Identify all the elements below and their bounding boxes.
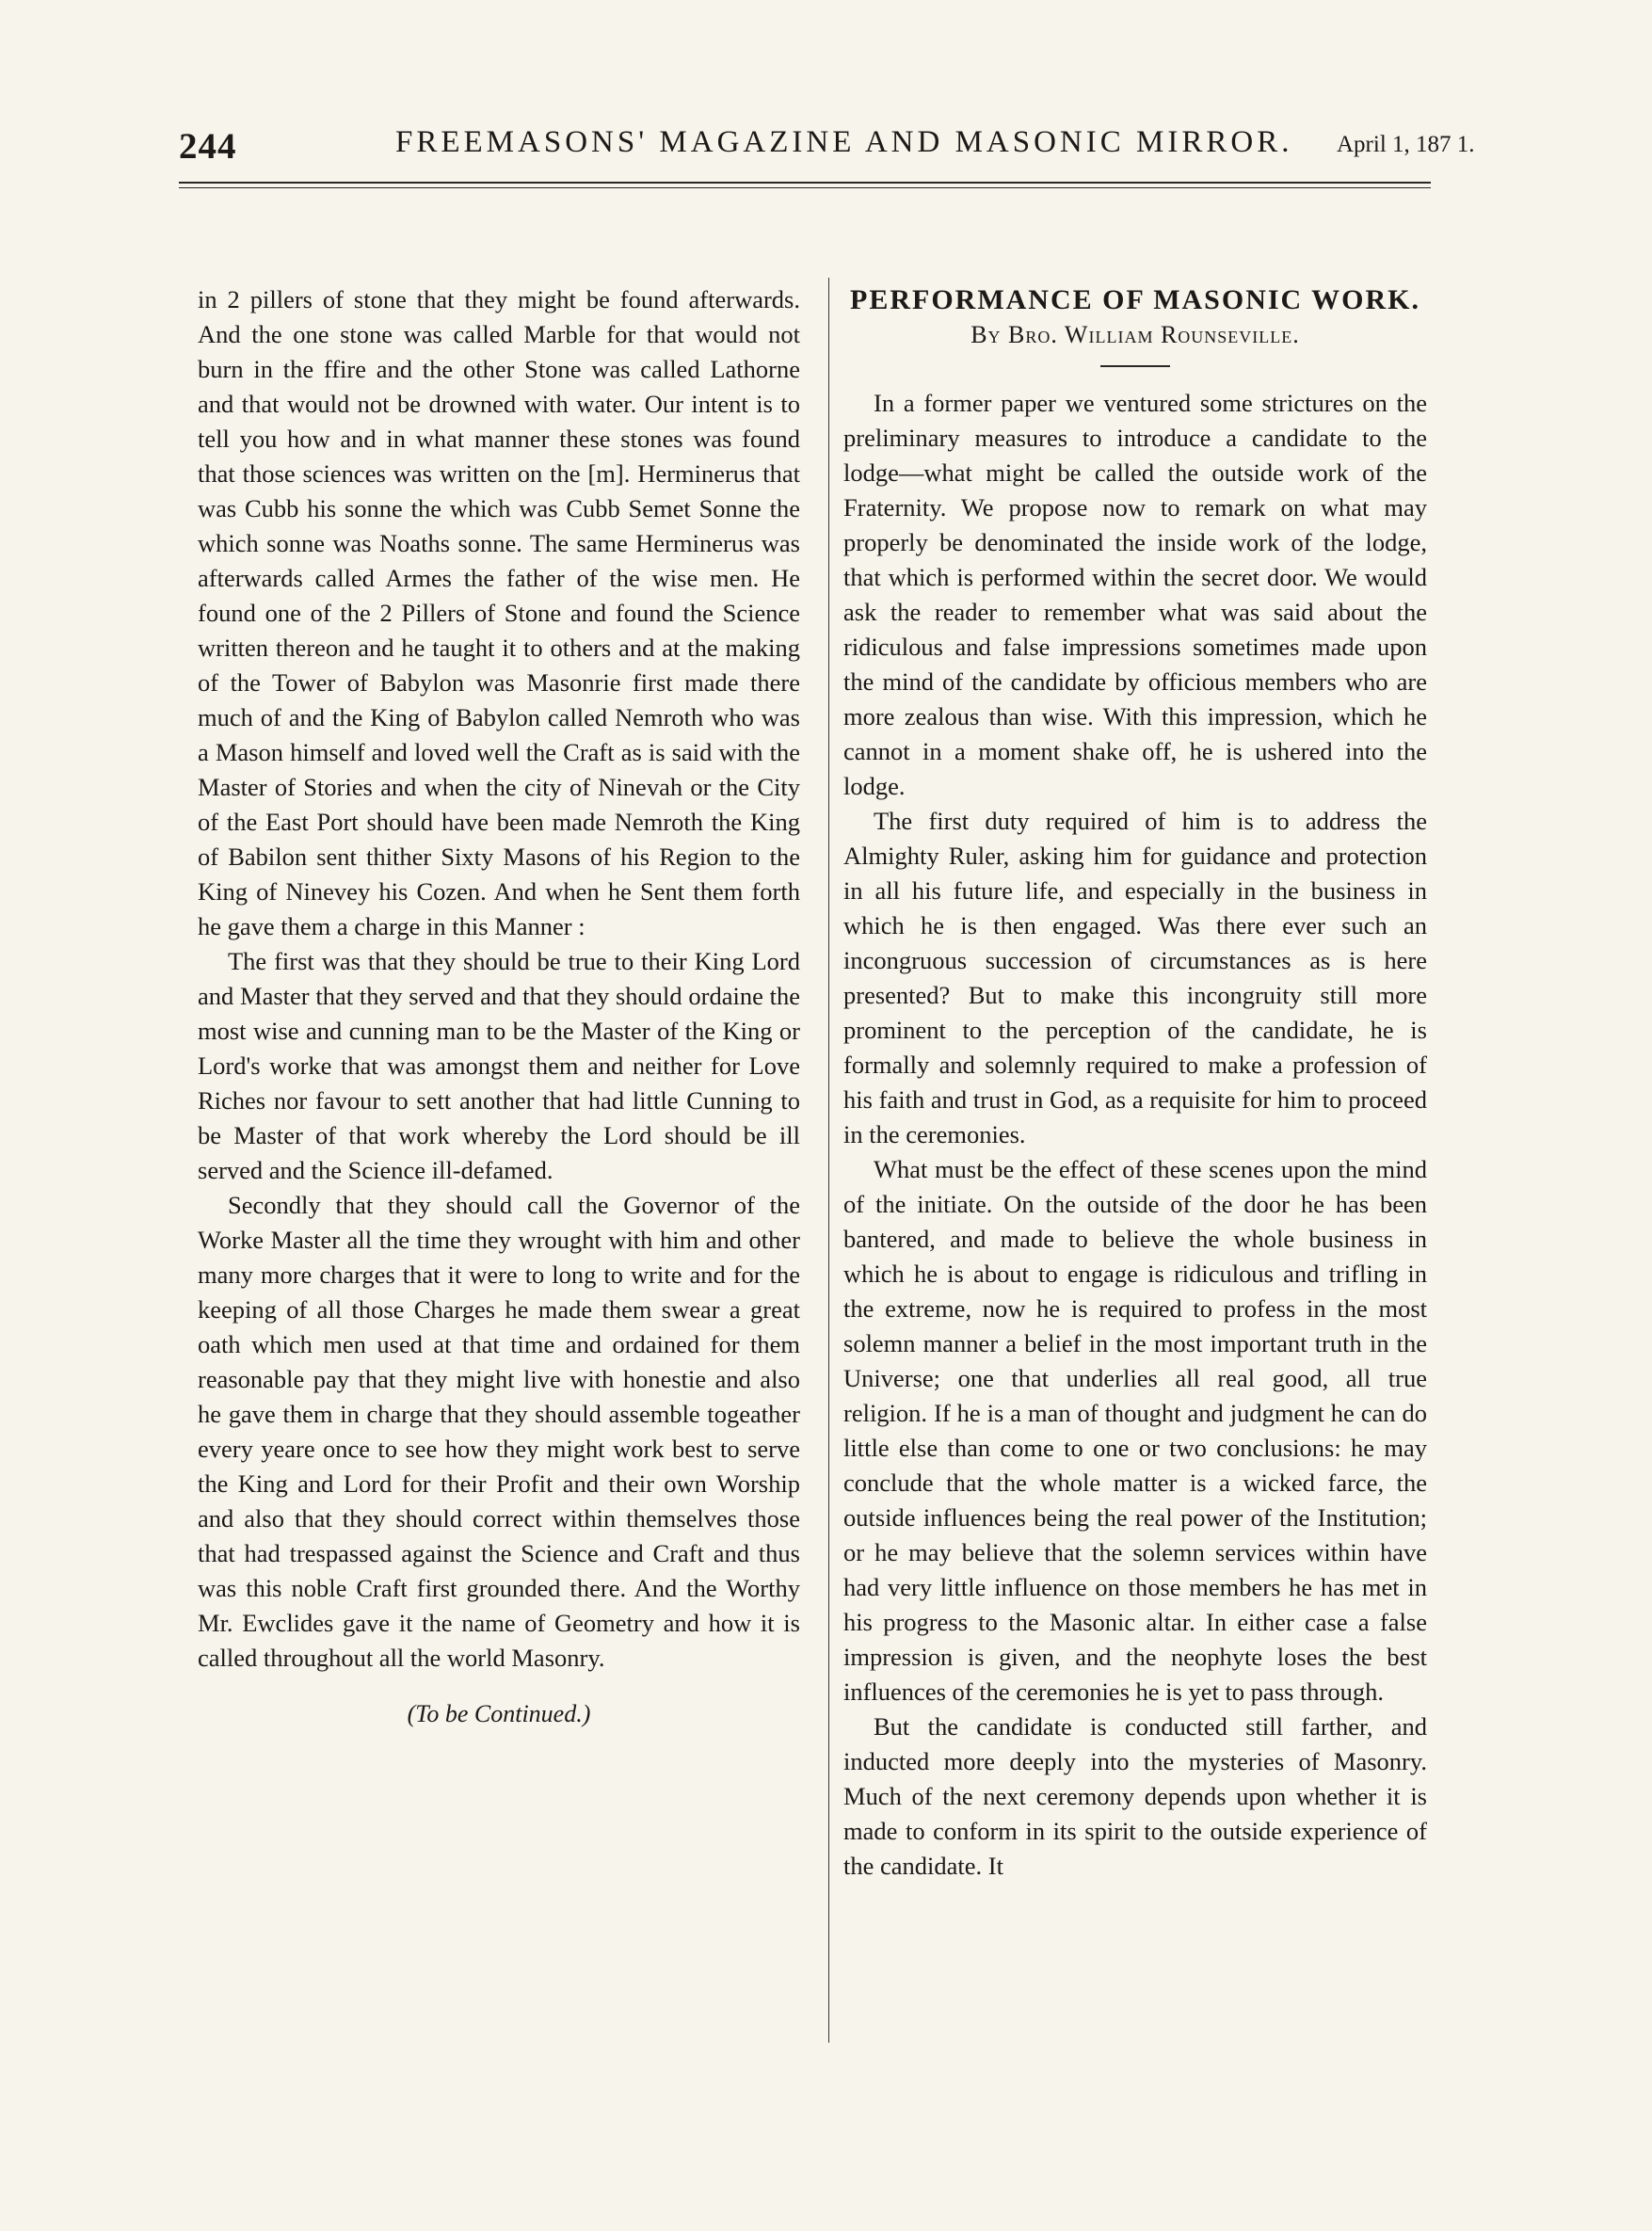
left-paragraph-1: in 2 pillers of stone that they might be found afterwards. And the one stone was called Marble for that would not burn in the ffire and the other Stone was called Lathorne and that would not be drowned with water. Our intent is to tell you how and in what manner these stones was found that those sciences was written on the [m]. Herminerus that was Cubb his sonne the which was Cubb Semet Sonne the which sonne was Noaths sonne. The same Herminerus was afterwards called Armes the father of the wise men. He found one of the 2 Pillers of Stone and found the Science written thereon and he taught it to others and at the making of the Tower of Babylon was Masonrie first made there much of and the King of Babylon called Nemroth who was a Mason himself and loved well the Craft as is said with the Master of Stories and when the city of Ninevah or the City of the East Port should have been made Nemroth the King of Babilon sent thither Sixty Masons of his Region to the King of Ninevey his Cozen. And when he Sent them forth he gave them a charge in this Manner : <box>198 285 800 940</box>
byline-text: By Bro. William Rounseville. <box>970 321 1300 348</box>
issue-date: April 1, 187 1. <box>1337 132 1475 157</box>
left-column <box>198 282 800 1731</box>
left-paragraph-3: Secondly that they should call the Governor of the Worke Master all the time they wrought with him and other many more charges that it were to long to write and for the keeping of all those Charges he made them swear a great oath which men used at that time and ordained for them reasonable pay that they might live with honestie and also he gave them in charge that they should assemble togeather every yeare once to see how they might work best to serve the King and Lord for their Profit and their own Worship and also that they should correct within themselves those that had trespassed against the Science and Craft and thus was this noble Craft first grounded there. And the Worthy Mr. Ewclides gave it the name of Geometry and how it is called throughout all the world Masonry. <box>198 1191 800 1672</box>
article-byline <box>843 318 1427 352</box>
article-title: PERFORMANCE OF MASONIC WORK. <box>850 284 1420 315</box>
header-rule <box>179 182 1431 184</box>
magazine-title: FREEMASONS' MAGAZINE AND MASONIC MIRROR. <box>395 125 1293 159</box>
right-paragraph-4: But the candidate is conducted still farther, and inducted more deeply into the mysteries of Masonry. Much of the next ceremony depends upon whether it is made to conform in its spirit to the outside experience of the candidate. It <box>843 1712 1427 1880</box>
header-rule-thin <box>179 187 1431 188</box>
to-be-continued: (To be Continued.) <box>407 1700 591 1727</box>
right-paragraph-2: The first duty required of him is to address the Almighty Ruler, asking him for guidance and protection in all his future life, and especially in the business in which he is then engaged. Was there ever such an incongruous succession of circumstances as is here presented? But to make this incongruity still more prominent to the perception of the candidate, he is formally and solemnly required to make a profession of his faith and trust in God, as a requisite for him to proceed in the ceremonies. <box>843 807 1427 1148</box>
page-number: 244 <box>179 126 237 167</box>
right-paragraph-3: What must be the effect of these scenes upon the mind of the initiate. On the outside of the door he has been bantered, and made to believe the whole business in which he is about to engage is ridiculous and trifling in the extreme, now he is required to profess in the most solemn manner a belief in the most important truth in the Universe; one that underlies all real good, all true religion. If he is a man of thought and judgment he can do little else than come to one or two conclusions: he may conclude that the whole matter is a wicked farce, the outside influences being the real power of the Institution; or he may believe that the solemn services within have had very little influence on those members he has met in his progress to the Masonic altar. In either case a false impression is given, and the neophyte loses the best influences of the ceremonies he is yet to pass through. <box>843 1155 1427 1706</box>
column-divider <box>828 278 829 2043</box>
title-rule <box>1100 365 1170 367</box>
right-column <box>843 282 1427 1884</box>
left-paragraph-2: The first was that they should be true to their King Lord and Master that they served and that they should ordaine the most wise and cunning man to be the Master of the King or Lord's worke that was amongst them and neither for Love Riches nor favour to sett another that had little Cunning to be Master of that work whereby the Lord should be ill served and the Science ill-defamed. <box>198 947 800 1184</box>
right-paragraph-1: In a former paper we ventured some strictures on the preliminary measures to introduce a candidate to the lodge—what might be called the outside work of the Fraternity. We propose now to remark on what may properly be denominated the inside work of the lodge, that which is performed within the secret door. We would ask the reader to remember what was said about the ridiculous and false impressions sometimes made upon the mind of the candidate by officious members who are more zealous than wise. With this impression, which he cannot in a moment shake off, he is ushered into the lodge. <box>843 389 1427 800</box>
